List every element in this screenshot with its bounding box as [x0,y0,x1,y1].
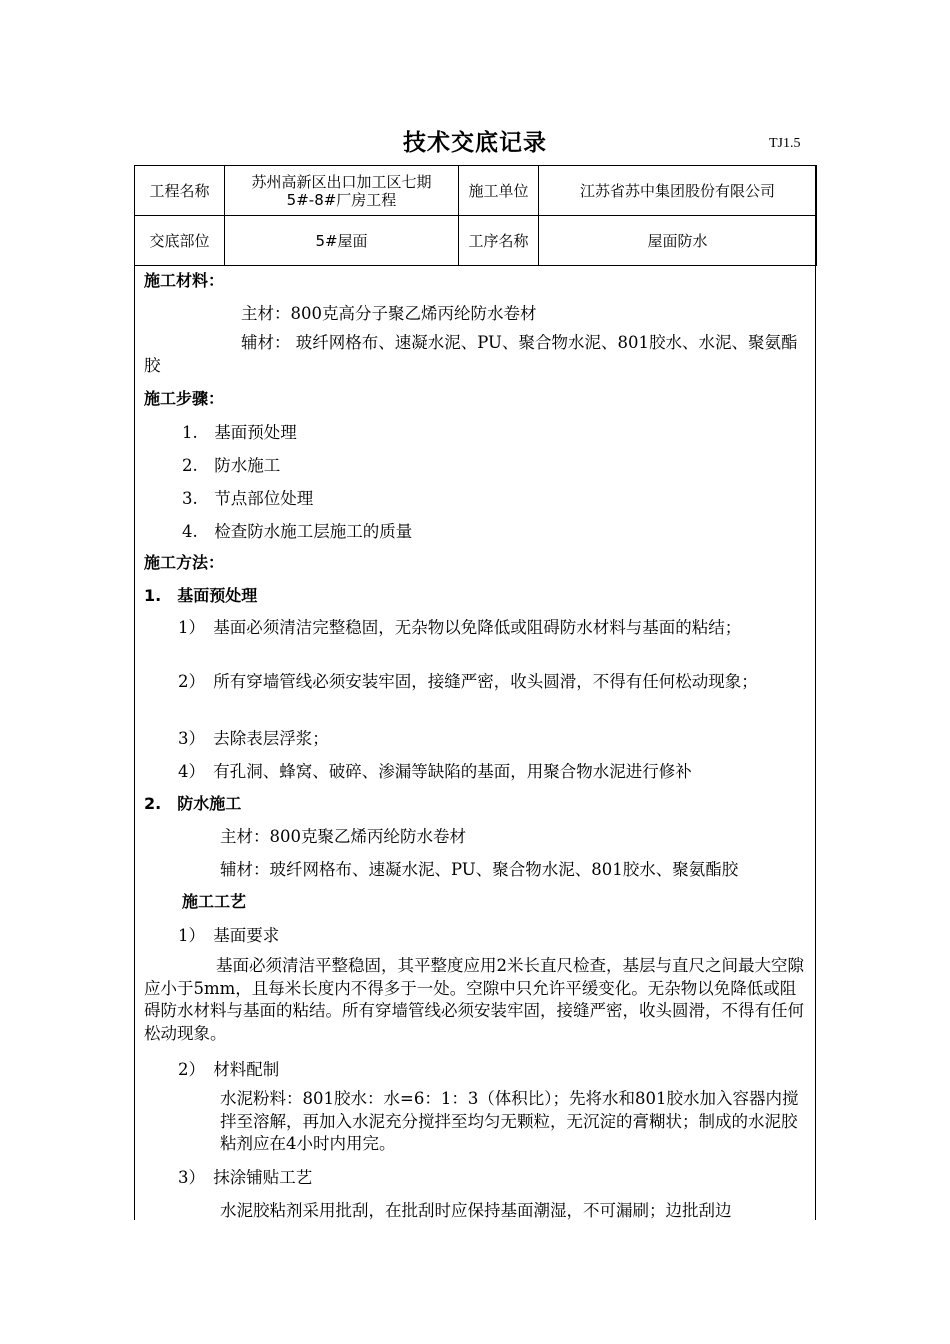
proc-label: 工序名称 [459,216,539,266]
craft-3-text: 水泥胶粘剂采用批刮，在批刮时应保持基面潮湿，不可漏刷；边批刮边 [220,1201,732,1220]
part-label: 交底部位 [135,216,225,266]
step-item: 1. 基面预处理 [182,423,297,442]
craft-2-title: 2） 材料配制 [178,1060,280,1079]
craft-2-text: 水泥粉料：801胶水：水=6：1：3（体积比）；先将水和801胶水加入容器内搅拌至溶解，再加入水泥充分搅拌至均匀无颗粒，无沉淀的膏糊状；制成的水泥胶粘剂应在4小时内用完。 [220,1089,799,1153]
unit-label: 施工单位 [459,166,539,216]
part-value: 5#屋面 [225,216,459,266]
section-2-main: 主材：800克聚乙烯丙纶防水卷材 [220,827,466,846]
section-2-title: 2. 防水施工 [144,794,242,813]
proc-value: 屋面防水 [539,216,817,266]
header-table [134,165,817,266]
steps-heading: 施工步骤： [144,389,225,408]
craft-1-title: 1） 基面要求 [178,926,280,945]
materials-main: 主材：800克高分子聚乙烯丙纶防水卷材 [241,304,537,323]
step-item: 4. 检查防水施工层施工的质量 [182,522,413,541]
prep-item: 3） 去除表层浮浆； [178,729,329,748]
materials-aux: 辅材： 玻纤网格布、速凝水泥、PU、聚合物水泥、801胶水、水泥、聚氨酯胶 [144,333,798,375]
prep-item: 1） 基面必须清洁完整稳固，无杂物以免降低或阻碍防水材料与基面的粘结； [178,618,742,637]
craft-title: 施工工艺 [182,892,247,911]
doc-title: 技术交底记录 [403,130,547,156]
project-value: 苏州高新区出口加工区七期 5#-8#厂房工程 [225,166,459,216]
doc-code: TJ1.5 [769,136,801,151]
materials-heading: 施工材料： [144,271,225,290]
method-heading: 施工方法： [144,553,225,572]
craft-1-text: 基面必须清洁平整稳固，其平整度应用2米长直尺检查，基层与直尺之间最大空隙应小于5mm，且每米长度内不得多于一处。空隙中只允许平缓变化。无杂物以免降低或阻碍防水材料与基面的粘结。所有穿墙管线必须安装牢固，接缝严密，收头圆滑，不得有任何松动现象。 [144,956,804,1043]
section-2-aux: 辅材：玻纤网格布、速凝水泥、PU、聚合物水泥、801胶水、聚氨酯胶 [220,860,739,879]
step-item: 2. 防水施工 [182,456,281,475]
craft-3-title: 3） 抹涂铺贴工艺 [178,1168,313,1187]
prep-item: 2） 所有穿墙管线必须安装牢固，接缝严密，收头圆滑，不得有任何松动现象； [178,672,758,691]
prep-item: 4） 有孔洞、蜂窝、破碎、渗漏等缺陷的基面，用聚合物水泥进行修补 [178,762,692,781]
section-1-title: 1. 基面预处理 [144,586,258,605]
unit-value: 江苏省苏中集团股份有限公司 [539,166,817,216]
step-item: 3. 节点部位处理 [182,489,314,508]
project-label: 工程名称 [135,166,225,216]
